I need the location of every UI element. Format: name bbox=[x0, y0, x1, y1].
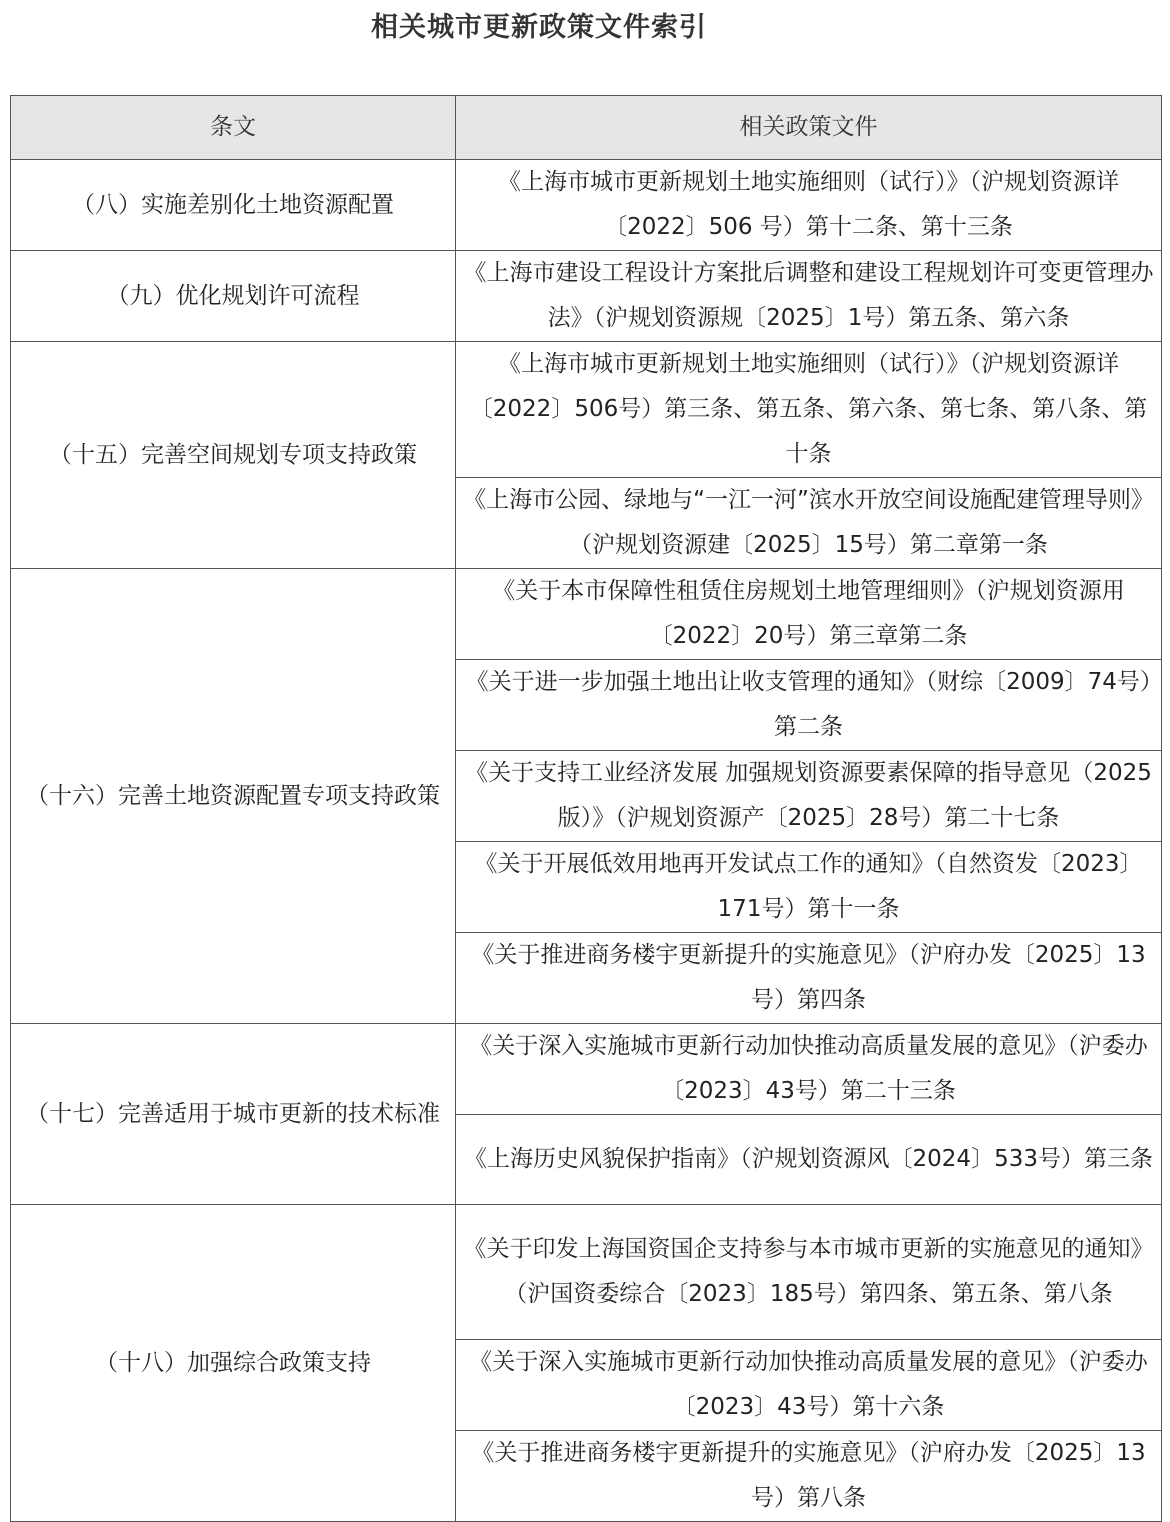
policy-doc-cell: 《上海市建设工程设计方案批后调整和建设工程规划许可变更管理办法》（沪规划资源规〔2025〕1号）第五条、第六条 bbox=[456, 251, 1162, 342]
clause-cell: （十六）完善土地资源配置专项支持政策 bbox=[11, 569, 456, 1024]
table-row bbox=[11, 1205, 1162, 1340]
clause-cell: （九）优化规划许可流程 bbox=[11, 251, 456, 342]
table-row bbox=[11, 160, 1162, 251]
policy-index-table bbox=[10, 95, 1162, 1522]
header-clause: 条文 bbox=[11, 96, 456, 160]
table-header-row bbox=[11, 96, 1162, 160]
policy-doc-cell: 《关于推进商务楼宇更新提升的实施意见》（沪府办发〔2025〕13号）第八条 bbox=[456, 1431, 1162, 1522]
policy-doc-cell: 《关于本市保障性租赁住房规划土地管理细则》（沪规划资源用〔2022〕20号）第三章第二条 bbox=[456, 569, 1162, 660]
policy-doc-cell: 《关于深入实施城市更新行动加快推动高质量发展的意见》（沪委办〔2023〕43号）第十六条 bbox=[456, 1340, 1162, 1431]
policy-doc-cell: 《上海历史风貌保护指南》（沪规划资源风〔2024〕533号）第三条 bbox=[456, 1115, 1162, 1205]
policy-doc-cell: 《关于推进商务楼宇更新提升的实施意见》（沪府办发〔2025〕13号）第四条 bbox=[456, 933, 1162, 1024]
table-row bbox=[11, 251, 1162, 342]
policy-doc-cell: 《关于深入实施城市更新行动加快推动高质量发展的意见》（沪委办〔2023〕43号）第二十三条 bbox=[456, 1024, 1162, 1115]
policy-doc-cell: 《上海市城市更新规划土地实施细则（试行）》（沪规划资源详〔2022〕506 号）第十二条、第十三条 bbox=[456, 160, 1162, 251]
clause-cell: （八）实施差别化土地资源配置 bbox=[11, 160, 456, 251]
policy-doc-cell: 《关于开展低效用地再开发试点工作的通知》（自然资发〔2023〕171号）第十一条 bbox=[456, 842, 1162, 933]
policy-doc-cell: 《上海市公园、绿地与“一江一河”滨水开放空间设施配建管理导则》（沪规划资源建〔2025〕15号）第二章第一条 bbox=[456, 478, 1162, 569]
policy-doc-cell: 《关于进一步加强土地出让收支管理的通知》（财综〔2009〕74号）第二条 bbox=[456, 660, 1162, 751]
table-row bbox=[11, 1024, 1162, 1115]
clause-cell: （十八）加强综合政策支持 bbox=[11, 1205, 456, 1522]
clause-cell: （十五）完善空间规划专项支持政策 bbox=[11, 342, 456, 569]
page-title: 相关城市更新政策文件索引 bbox=[371, 12, 707, 43]
policy-doc-cell: 《关于印发上海国资国企支持参与本市城市更新的实施意见的通知》（沪国资委综合〔2023〕185号）第四条、第五条、第八条 bbox=[456, 1205, 1162, 1340]
table-row bbox=[11, 342, 1162, 478]
policy-doc-cell: 《上海市城市更新规划土地实施细则（试行）》（沪规划资源详〔2022〕506号）第三条、第五条、第六条、第七条、第八条、第十条 bbox=[456, 342, 1162, 478]
table-row bbox=[11, 569, 1162, 660]
header-policy-documents: 相关政策文件 bbox=[456, 96, 1162, 160]
clause-cell: （十七）完善适用于城市更新的技术标准 bbox=[11, 1024, 456, 1205]
policy-doc-cell: 《关于支持工业经济发展 加强规划资源要素保障的指导意见（2025版）》（沪规划资源产〔2025〕28号）第二十七条 bbox=[456, 751, 1162, 842]
